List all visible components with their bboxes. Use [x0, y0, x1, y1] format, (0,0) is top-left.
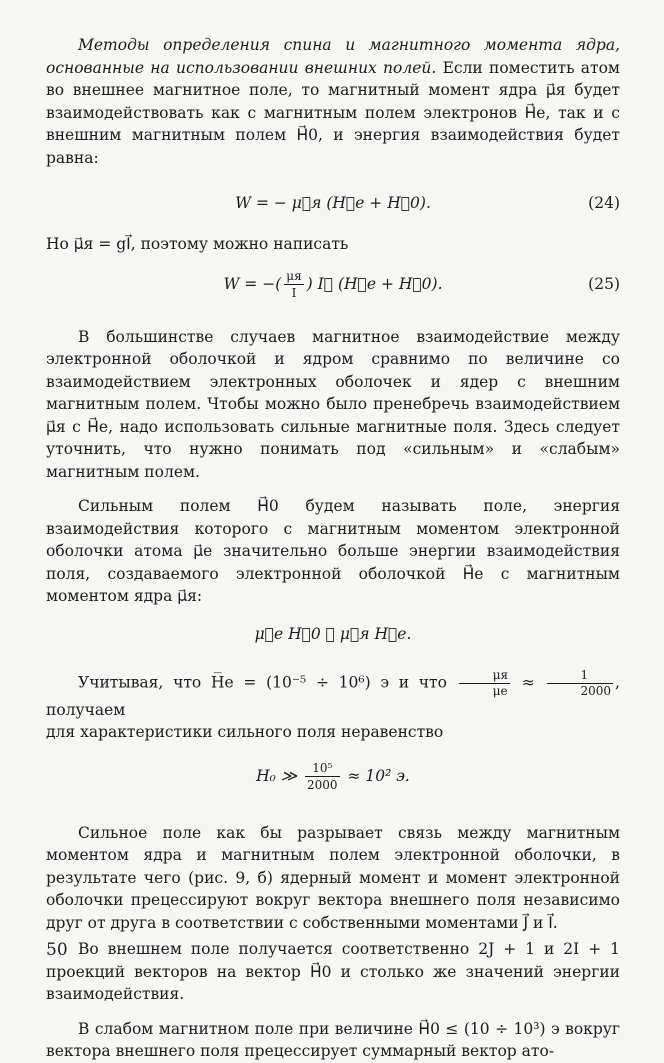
page-number: 50	[46, 940, 68, 960]
equation-25-frac-num: μя	[286, 269, 302, 283]
paragraph-intro	[46, 34, 620, 169]
considering-line-2: для характеристики сильного поля неравенство	[46, 723, 444, 741]
equation-h0-right: ≈ 10² э.	[347, 766, 410, 785]
equation-25-frac-den: I	[291, 286, 297, 300]
equation-h0	[46, 756, 620, 796]
equation-h0-fraction	[305, 760, 340, 793]
paragraph-intro-text: Если поместить атом во внешнее магнитное поле, то магнитный момент ядра μ⃗я будет взаимодействовать как с магнитным полем электронов H⃗e, так и с внешним магнитным полем H⃗0, и энергия взаимодействия будет равна:	[46, 58, 620, 167]
page-body	[46, 34, 620, 1063]
equation-h0-left: H₀ ≫	[256, 766, 298, 785]
section-lead-title: Методы определения спина и магнитного момента ядра, основанные на использовании внешних полей.	[46, 36, 620, 77]
paragraph-considering	[46, 668, 620, 722]
considering-end: , получаем	[46, 673, 620, 719]
paragraph-strong-definition: Сильным полем H⃗0 будем называть поле, энергия взаимодействия которого с магнитным моментом электронной оболочки атома μ⃗e значительно больше энергии взаимодействия поля, создаваемого электронной оболочкой H⃗e с магнитным моментом ядра μ⃗я:	[46, 497, 620, 605]
considering-f2-den: 2000	[580, 683, 612, 698]
equation-h0-num: 10⁵	[305, 760, 340, 777]
equation-24	[46, 183, 620, 223]
considering-f1-den: μe	[492, 683, 508, 698]
equation-strong-formula: μ⃗e H⃗0 ≫ μ⃗я H⃗e.	[254, 624, 412, 643]
considering-f2-num: 1	[547, 668, 614, 684]
considering-f1-num: μя	[459, 668, 510, 684]
considering-approx: ≈	[521, 673, 535, 691]
equation-25-number: (25)	[588, 274, 620, 293]
equation-24-formula: W = − μ⃗я (H⃗e + H⃗0).	[235, 194, 431, 212]
line-but: Но μ⃗я = gI⃗, поэтому можно написать	[46, 235, 349, 253]
equation-25-right: ) I⃗ (H⃗e + H⃗0).	[306, 274, 443, 293]
equation-h0-den: 2000	[306, 778, 338, 792]
paragraph-strong-breaks: Сильное поле как бы разрывает связь между магнитным моментом ядра и магнитным полем электронной оболочки, в результате чего (рис. 9, б) ядерный момент и момент электронной оболочки прецессируют вокруг вектора внешнего поля независимо друг от друга в соответствии с собственными моментами J⃗ и I⃗.	[46, 823, 620, 932]
equation-25-fraction	[284, 268, 303, 301]
equation-24-number: (24)	[588, 194, 620, 212]
equation-strong	[46, 614, 620, 654]
considering-fraction-2	[547, 668, 614, 699]
equation-25	[46, 264, 620, 304]
paragraph-strong-fields: В большинстве случаев магнитное взаимодействие между электронной оболочкой и ядром сравнимо по величине со взаимодействием электронных оболочек и ядер с внешним магнитным полем. Чтобы можно было пренебречь взаимодействием μ⃗я с H⃗e, надо использовать сильные магнитные поля. Здесь следует уточнить, что нужно понимать под «сильным» и «слабым» магнитным полем.	[46, 327, 620, 481]
paragraph-projections: Во внешнем поле получается соответственно 2J + 1 и 2I + 1 проекций векторов на вектор H⃗0 и столько же значений энергии взаимодействия.	[46, 940, 620, 1003]
considering-fraction-1	[459, 668, 510, 699]
considering-start: Учитывая, что H̅e = (10⁻⁵ ÷ 10⁶) э и что	[78, 673, 447, 691]
equation-25-left: W = −(	[223, 274, 282, 293]
paragraph-weak-field: В слабом магнитном поле при величине H⃗0 ≤ (10 ÷ 10³) э вокруг вектора внешнего поля прецессирует суммарный вектор ато-	[46, 1019, 620, 1060]
